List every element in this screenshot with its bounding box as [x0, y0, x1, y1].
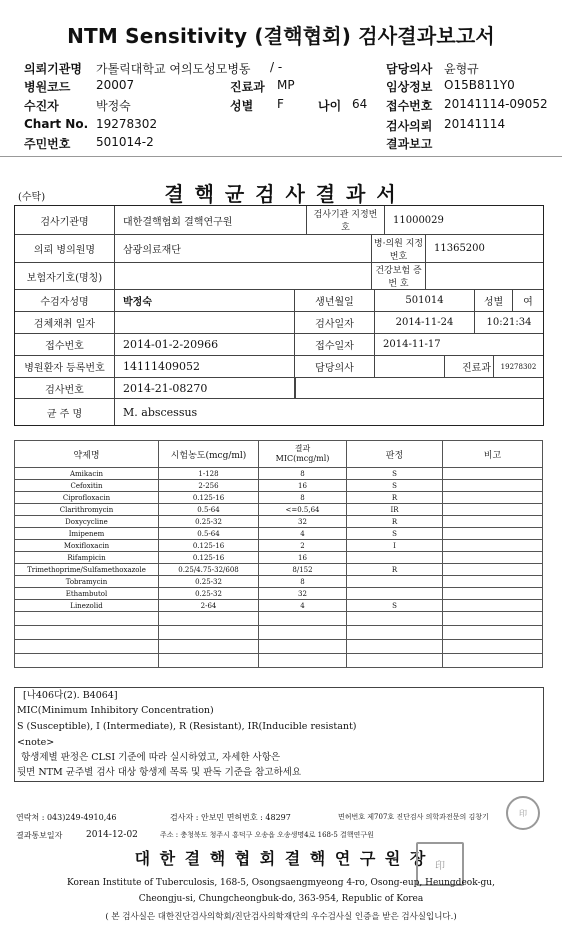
footer-certification: ( 본 검사실은 대한진단검사의학회/진단검사의학재단의 우수검사실 인증을 받은 검사실입니다.)	[105, 912, 457, 922]
info-label: 보험자기호(명칭)	[15, 263, 115, 290]
drug-name-cell: Tobramycin	[15, 576, 159, 588]
header-label: 주민번호	[24, 137, 71, 151]
drug-row	[15, 600, 543, 612]
info-empty	[295, 378, 543, 399]
info-value	[375, 356, 445, 378]
info-label: 균 주 명	[15, 399, 115, 425]
drug-interp-cell: IR	[347, 504, 443, 516]
drug-mic-cell: 8	[259, 576, 347, 588]
info-value: 대한결핵협회 결핵연구원	[115, 206, 307, 235]
header-label: 접수번호	[386, 99, 433, 113]
drug-interp-cell: S	[347, 468, 443, 480]
info-value: 10:21:34	[475, 312, 543, 334]
drug-mic-cell: 32	[259, 516, 347, 528]
info-label: 건강보험 증 번 호	[372, 263, 426, 290]
drug-name-cell: Trimethoprime/Sulfamethoxazole	[15, 564, 159, 576]
note-line: MIC(Minimum Inhibitory Concentration)	[17, 705, 214, 716]
drug-header: 약제명	[15, 441, 159, 468]
header-value: 501014-2	[96, 135, 154, 149]
empty-cell	[443, 612, 543, 626]
footer-address-en1: Korean Institute of Tuberculosis, 168-5, Osongsaengmyeong 4-ro, Osong-eup, Heungdeok-gu,	[67, 878, 495, 888]
drug-interp-cell	[347, 588, 443, 600]
drug-note-cell	[443, 564, 543, 576]
empty-cell	[159, 640, 259, 654]
info-label: 접수일자	[295, 334, 375, 356]
mic-header-line1: 결과	[294, 444, 311, 453]
drug-conc-cell: 0.5-64	[159, 504, 259, 516]
empty-cell	[347, 626, 443, 640]
organization-name: 대 한 결 핵 협 회 결 핵 연 구 원 장	[134, 849, 428, 868]
drug-name-cell: Ciprofloxacin	[15, 492, 159, 504]
drug-note-cell	[443, 600, 543, 612]
empty-cell	[15, 612, 159, 626]
empty-cell	[259, 654, 347, 668]
drug-name-cell: Moxifloxacin	[15, 540, 159, 552]
header-value: O15B811Y0	[444, 78, 515, 92]
drug-conc-cell: 0.25-32	[159, 588, 259, 600]
notes-box	[14, 687, 544, 782]
drug-row-empty	[15, 654, 543, 668]
drug-note-cell	[443, 588, 543, 600]
empty-cell	[15, 654, 159, 668]
info-label: 검사기관명	[15, 206, 115, 235]
drug-interp-cell: R	[347, 492, 443, 504]
info-value: 여	[513, 290, 543, 312]
director-seal-icon: 印	[506, 796, 540, 830]
info-value: 삼광의료재단	[115, 235, 372, 263]
header-label: 검사의뢰	[386, 119, 433, 133]
info-label: 성별	[475, 290, 513, 312]
info-label: 진료과	[445, 356, 493, 378]
drug-row-empty	[15, 626, 543, 640]
empty-cell	[259, 612, 347, 626]
drug-row	[15, 564, 543, 576]
info-value: 2014-11-17	[375, 334, 543, 356]
drug-row	[15, 468, 543, 480]
drug-note-cell	[443, 480, 543, 492]
dept-label: 진료과	[230, 80, 265, 94]
drug-conc-cell: 1-128	[159, 468, 259, 480]
header-divider	[0, 156, 562, 157]
interp-header: 판정	[347, 441, 443, 468]
header-label: 임상정보	[386, 80, 433, 94]
drug-note-cell	[443, 576, 543, 588]
note-header: 비고	[443, 441, 543, 468]
info-label: 생년월일	[295, 290, 375, 312]
empty-cell	[347, 612, 443, 626]
drug-mic-cell: 4	[259, 528, 347, 540]
footer-contact: 연락처 : 043)249-4910,46	[16, 813, 117, 822]
info-label: 검체채취 일자	[15, 312, 115, 334]
drug-note-cell	[443, 516, 543, 528]
note-line: <note>	[17, 737, 55, 748]
drug-row	[15, 480, 543, 492]
empty-cell	[259, 640, 347, 654]
drug-row-empty	[15, 612, 543, 626]
header-slash: / -	[270, 60, 283, 74]
drug-name-cell: Imipenem	[15, 528, 159, 540]
info-value	[115, 312, 295, 334]
drug-conc-cell: 2-256	[159, 480, 259, 492]
age-value: 64	[352, 97, 368, 111]
footer-address-kr: 주소 : 충청북도 청주시 흥덕구 오송읍 오송생명4로 168-5 결핵연구원	[160, 831, 374, 839]
drug-interp-cell: S	[347, 600, 443, 612]
info-table	[14, 205, 544, 426]
header-label: 담당의사	[386, 62, 433, 76]
drug-conc-cell: 0.25/4.75-32/608	[159, 564, 259, 576]
footer-inspector: 검사자 : 안보민 면허번호 : 48297	[170, 813, 291, 822]
drug-mic-cell: <=0.5,64	[259, 504, 347, 516]
empty-cell	[443, 640, 543, 654]
info-label: 의뢰 병의원명	[15, 235, 115, 263]
empty-cell	[443, 626, 543, 640]
info-label: 검사일자	[295, 312, 375, 334]
drug-row	[15, 516, 543, 528]
info-value: 19278302	[493, 356, 543, 378]
drug-interp-cell	[347, 576, 443, 588]
empty-cell	[259, 626, 347, 640]
drug-conc-cell: 0.125-16	[159, 540, 259, 552]
empty-cell	[159, 626, 259, 640]
drug-mic-cell: 2	[259, 540, 347, 552]
info-value: 11365200	[426, 235, 543, 263]
drug-susceptibility-table	[14, 440, 543, 668]
drug-mic-cell: 8/152	[259, 564, 347, 576]
drug-row	[15, 588, 543, 600]
drug-name-cell: Cefoxitin	[15, 480, 159, 492]
drug-note-cell	[443, 552, 543, 564]
header-value: 가톨릭대학교 여의도성모병동	[96, 62, 251, 76]
drug-name-cell: Clarithromycin	[15, 504, 159, 516]
header-label: 수진자	[24, 99, 59, 113]
empty-cell	[443, 654, 543, 668]
info-value	[426, 263, 543, 290]
info-label: 검사기관 지정번호	[307, 206, 385, 235]
info-label: 담당의사	[295, 356, 375, 378]
header-label: 병원코드	[24, 80, 71, 94]
empty-cell	[347, 654, 443, 668]
header-value: 19278302	[96, 117, 158, 131]
drug-note-cell	[443, 504, 543, 516]
drug-note-cell	[443, 468, 543, 480]
sex-label: 성별	[230, 99, 254, 113]
header-value: 20141114	[444, 117, 506, 131]
info-value: M. abscessus	[123, 405, 198, 419]
drug-name-cell: Linezolid	[15, 600, 159, 612]
report-title: NTM Sensitivity (결핵협회) 검사결과보고서	[67, 24, 495, 48]
sex-value: F	[277, 97, 284, 111]
drug-interp-cell: S	[347, 528, 443, 540]
drug-conc-cell: 0.125-16	[159, 552, 259, 564]
footer-address-en2: Cheongju-si, Chungcheongbuk-do, 363-954, Republic of Korea	[138, 894, 424, 904]
drug-mic-cell: 8	[259, 468, 347, 480]
mic-header	[259, 441, 347, 468]
drug-note-cell	[443, 528, 543, 540]
report-date-label: 결과통보일자	[16, 831, 63, 840]
footer-manager: 면허번호 제707호 진단검사 의학과전문의 김창기	[338, 813, 489, 821]
empty-cell	[15, 626, 159, 640]
note-line: [나406다(2). B4064]	[23, 690, 118, 701]
empty-cell	[159, 654, 259, 668]
info-label: 검사번호	[15, 378, 115, 399]
info-label: 병원환자 등록번호	[15, 356, 115, 378]
info-value: 박정숙	[115, 290, 295, 312]
header-label: 결과보고	[386, 137, 433, 151]
info-value: 2014-01-2-20966	[115, 334, 295, 356]
drug-conc-cell: 0.25-32	[159, 576, 259, 588]
drug-conc-cell: 0.25-32	[159, 516, 259, 528]
drug-row-empty	[15, 640, 543, 654]
header-value: 박정숙	[96, 99, 131, 113]
drug-mic-cell: 32	[259, 588, 347, 600]
empty-cell	[159, 612, 259, 626]
info-label: 접수번호	[15, 334, 115, 356]
drug-mic-cell: 16	[259, 480, 347, 492]
drug-conc-cell: 0.125-16	[159, 492, 259, 504]
empty-cell	[347, 640, 443, 654]
drug-mic-cell: 8	[259, 492, 347, 504]
info-value: 501014	[375, 290, 475, 312]
header-label: Chart No.	[24, 117, 89, 131]
drug-conc-cell: 0.5-64	[159, 528, 259, 540]
drug-name-cell: Amikacin	[15, 468, 159, 480]
empty-cell	[15, 640, 159, 654]
info-value: 2014-11-24	[375, 312, 475, 334]
info-label: 수검자성명	[15, 290, 115, 312]
info-value: 14111409052	[115, 356, 295, 378]
drug-row	[15, 492, 543, 504]
info-value: 2014-21-08270	[115, 378, 295, 399]
note-line: 항생제별 판정은 CLSI 기준에 따라 실시하였고, 자세한 사항은	[21, 752, 281, 763]
drug-row	[15, 552, 543, 564]
header-value: 20141114-09052	[444, 97, 548, 111]
info-value: 11000029	[385, 206, 543, 235]
header-value: 20007	[96, 78, 135, 92]
header-label: 의뢰기관명	[24, 62, 82, 76]
age-label: 나이	[318, 99, 342, 113]
report-date-value: 2014-12-02	[86, 830, 138, 840]
document-title: 결 핵 균 검 사 결 과 서	[164, 182, 398, 206]
drug-name-cell: Rifampicin	[15, 552, 159, 564]
drug-note-cell	[443, 492, 543, 504]
drug-mic-cell: 4	[259, 600, 347, 612]
header-value: 윤형규	[444, 62, 479, 76]
drug-row	[15, 576, 543, 588]
drug-table-header	[15, 441, 543, 468]
mic-header-line2: MIC(mcg/ml)	[275, 454, 330, 463]
info-label: 병·의원 지정번호	[372, 235, 426, 263]
drug-interp-cell: S	[347, 480, 443, 492]
receipt-tag: (수탁)	[18, 192, 46, 203]
drug-name-cell: Ethambutol	[15, 588, 159, 600]
official-seal-icon: 印	[416, 842, 464, 886]
conc-header: 시험농도(mcg/ml)	[159, 441, 259, 468]
drug-name-cell: Doxycycline	[15, 516, 159, 528]
drug-note-cell	[443, 540, 543, 552]
drug-interp-cell: R	[347, 516, 443, 528]
drug-interp-cell	[347, 552, 443, 564]
drug-row	[15, 540, 543, 552]
note-line: 뒷면 NTM 균주별 검사 대상 항생제 목록 및 판독 기준을 참고하세요	[17, 767, 301, 778]
drug-interp-cell: I	[347, 540, 443, 552]
dept-value: MP	[277, 78, 295, 92]
info-value	[115, 263, 372, 290]
drug-interp-cell: R	[347, 564, 443, 576]
drug-mic-cell: 16	[259, 552, 347, 564]
drug-row	[15, 528, 543, 540]
note-line: S (Susceptible), I (Intermediate), R (Resistant), IR(Inducible resistant)	[17, 721, 357, 732]
drug-row	[15, 504, 543, 516]
drug-conc-cell: 2-64	[159, 600, 259, 612]
